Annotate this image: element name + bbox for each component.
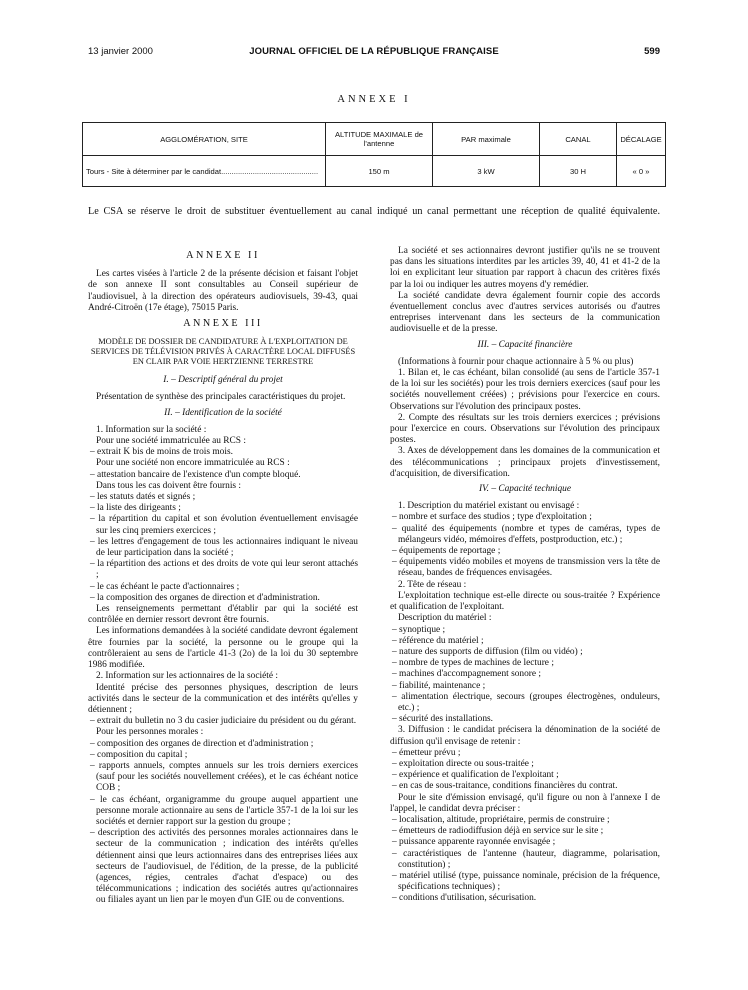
paragraph: Pour une société immatriculée au RCS : — [96, 436, 246, 447]
bullet-item: – rapports annuels, comptes annuels sur les trois derniers exercices (sauf pour les sociétés nouvellement créées), et le cas échéant notice COB ; — [90, 760, 358, 794]
right-column — [390, 246, 660, 905]
bullet-item: – fiabilité, maintenance ; — [392, 680, 486, 691]
bullet-item: – synoptique ; — [392, 624, 446, 635]
paragraph: 3. Axes de développement dans les domaines de la communication et des télécommunications ; principaux projets d'investissement, d'acquisition, de diversification. — [390, 446, 660, 479]
header-date: 13 janvier 2000 — [88, 46, 153, 57]
bullet-item: – équipements de reportage ; — [392, 546, 501, 557]
frequency-table — [82, 122, 666, 187]
paragraph: Les informations demandées à la société candidate devront également être fournies par la société, la personne ou le groupe qui la contrôleraient au sens de l'article 41-3 (2o) de la loi du 30 septembre 1986 modifiée. — [88, 626, 358, 671]
paragraph: 2. Tête de réseau : — [398, 579, 467, 590]
bullet-item: – équipements vidéo mobiles et moyens de transmission vers la tête de réseau, bandes de fréquences envisagées. — [392, 557, 660, 579]
table-cell: 3 kW — [433, 156, 540, 187]
bullet-item: – la liste des dirigeants ; — [90, 503, 181, 514]
paragraph: Pour une société non encore immatriculée au RCS : — [96, 458, 290, 469]
bullet-item: – référence du matériel ; — [392, 635, 484, 646]
bullet-item: – expérience et qualification de l'exploitant ; — [392, 770, 559, 781]
paragraph: 3. Diffusion : le candidat précisera la dénomination de la société de diffusion qu'il envisage de retenir : — [390, 725, 660, 747]
csa-note: Le CSA se réserve le droit de substituer éventuellement au canal indiqué un canal permettant une réception de qualité équivalente. — [88, 206, 660, 217]
bullet-item: – qualité des équipements (nombre et types de caméras, types de mélangeurs vidéo, mémoires d'effets, postproduction, etc.) ; — [392, 523, 660, 545]
bullet-item: – machines d'accompagnement sonore ; — [392, 669, 542, 680]
bullet-item: – les statuts datés et signés ; — [90, 492, 196, 503]
section-heading: I. – Descriptif général du projet — [163, 375, 283, 386]
bullet-item: – sécurité des installations. — [392, 714, 494, 725]
bullet-item: – extrait du bulletin no 3 du casier judiciaire du président ou du gérant. — [90, 716, 357, 727]
bullet-item: – la répartition des actions et des droits de vote qui leur seront attachés ; — [90, 559, 358, 581]
table-row — [83, 156, 666, 187]
bullet-item: – émetteurs de radiodiffusion déjà en service sur le site ; — [392, 826, 604, 837]
header-title: JOURNAL OFFICIEL DE LA RÉPUBLIQUE FRANÇAISE — [249, 46, 499, 57]
table-header: ALTITUDE MAXIMALE de l'antenne — [326, 123, 433, 156]
section-heading: II. – Identification de la société — [164, 407, 282, 418]
bullet-item: – extrait K bis de moins de trois mois. — [90, 447, 233, 458]
annex-caption: MODÈLE DE DOSSIER DE CANDIDATURE À L'EXPLOITATION DE SERVICES DE TÉLÉVISION PRIVÉS À CARACTÈRE LOCAL DIFFUSÉS EN CLAIR PAR VOIE HERTZIENNE TERRESTRE — [90, 337, 356, 367]
bullet-item: – composition des organes de direction et d'administration ; — [90, 738, 314, 749]
bullet-item: – nature des supports de diffusion (film ou vidéo) ; — [392, 646, 583, 657]
table-header: DÉCALAGE — [617, 123, 666, 156]
paragraph: Les cartes visées à l'article 2 de la présente décision et faisant l'objet de son annexe II sont consultables au Conseil supérieur de l'audiovisuel, à la direction des opérateurs audiovisuels, 39-43, quai André-Citroën (17e étage), 75015 Paris. — [88, 269, 358, 313]
bullet-item: – les lettres d'engagement de tous les actionnaires indiquant le niveau de leur participation dans la société ; — [90, 536, 358, 559]
section-heading: III. – Capacité financière — [477, 339, 573, 350]
paragraph: 2. Compte des résultats sur les trois derniers exercices ; prévisions pour l'exercice en cours. Observations sur l'évolution des principaux postes. — [390, 412, 660, 446]
paragraph: 1. Description du matériel existant ou envisagé : — [398, 501, 580, 512]
paragraph: Les renseignements permettant d'établir par qui la société est contrôlée en dernier ressort devront être fournis. — [88, 604, 358, 626]
bullet-item: – exploitation directe ou sous-traitée ; — [392, 758, 534, 769]
table-cell: Tours - Site à déterminer par le candidat.............................................. — [83, 156, 326, 187]
paragraph: Présentation de synthèse des principales caractéristiques du projet. — [96, 392, 346, 403]
page-header — [88, 46, 660, 60]
bullet-item: – la répartition du capital et son évolution éventuellement envisagée sur les cinq premiers exercices ; — [90, 514, 358, 536]
paragraph: Pour les personnes morales : — [96, 727, 204, 738]
section-heading: IV. – Capacité technique — [479, 484, 571, 495]
paragraph: 1. Information sur la société : — [96, 424, 207, 435]
table-cell: « 0 » — [617, 156, 666, 187]
paragraph: 2. Information sur les actionnaires de la société : — [96, 671, 278, 682]
bullet-item: – en cas de sous-traitance, conditions financières du contrat. — [392, 781, 618, 792]
bullet-item: – nombre de types de machines de lecture ; — [392, 658, 554, 669]
paragraph: La société candidate devra également fournir copie des accords éventuellement conclus avec d'autres services autorisés ou d'autres entreprises intervenant dans les secteurs de la communication audiovisuelle et de la presse. — [390, 290, 660, 335]
table-cell: 150 m — [326, 156, 433, 187]
bullet-item: – le cas échéant, organigramme du groupe auquel appartient une personne morale actionnaire au sens de l'article 357-1 de la loi sur les sociétés et dernier rapport sur la gestion du groupe ; — [90, 794, 358, 827]
table-header: CANAL — [540, 123, 617, 156]
paragraph: Pour le site d'émission envisagé, qu'il figure ou non à l'annexe I de l'appel, le candidat devra préciser : — [390, 792, 660, 814]
bullet-item: – conditions d'utilisation, sécurisation. — [392, 893, 537, 904]
table-cell: 30 H — [540, 156, 617, 187]
bullet-item: – composition du capital ; — [90, 749, 188, 760]
bullet-item: – description des activités des personnes morales actionnaires dans le secteur de la communication ; indication des intérêts qu'elles détiennent ainsi que leurs actionnaires dans des entreprises liées aux secteurs de l'audiovisuel, de l'édition, de la presse, de la publicité (agences, régies, centrales d'achat d'espace) ou des télécommunications ; indication des sociétés autres qu'actionnaires ou filiales ayant un lien par le moyen d'un GIE ou de conventions. — [90, 828, 358, 906]
bullet-item: – caractéristiques de l'antenne (hauteur, diagramme, polarisation, constitution) ; — [392, 848, 660, 870]
annex-heading: ANNEXE II — [186, 250, 260, 261]
bullet-item: – matériel utilisé (type, puissance nominale, précision de la fréquence, spécifications techniques) ; — [392, 870, 660, 893]
table-header-row — [83, 123, 666, 156]
bullet-item: – nombre et surface des studios ; type d'exploitation ; — [392, 512, 592, 523]
paragraph: Identité précise des personnes physiques, description de leurs activités dans le secteur de la communication et des intérêts qu'elles y détiennent ; — [88, 682, 358, 715]
paragraph: L'exploitation technique est-elle directe ou sous-traitée ? Expérience et qualification de l'exploitant. — [390, 590, 660, 613]
bullet-item: – le cas échéant le pacte d'actionnaires ; — [90, 581, 240, 592]
annex-heading: ANNEXE III — [183, 318, 263, 330]
bullet-item: – puissance apparente rayonnée envisagée ; — [392, 837, 556, 848]
bullet-item: – émetteur prévu ; — [392, 747, 461, 758]
bullet-item: – alimentation électrique, secours (groupes électrogènes, onduleurs, etc.) ; — [392, 691, 660, 713]
paragraph: Description du matériel : — [398, 613, 492, 624]
annexe-1-title: ANNEXE I — [337, 94, 411, 105]
table-header: PAR maximale — [433, 123, 540, 156]
bullet-item: – attestation bancaire de l'existence d'un compte bloqué. — [90, 469, 301, 480]
paragraph: Dans tous les cas doivent être fournis : — [96, 480, 242, 491]
table-header: AGGLOMÉRATION, SITE — [83, 123, 326, 156]
bullet-item: – la composition des organes de direction et d'administration. — [90, 592, 320, 603]
page-number: 599 — [644, 46, 660, 57]
paragraph: La société et ses actionnaires devront justifier qu'ils ne se trouvent pas dans les situations interdites par les articles 39, 40, 41 et 41-2 de la loi en explicitant leur situation par rapport à chacun des critères fixés par la loi ou indiquer les autres moyens d'y remédier. — [390, 246, 660, 290]
paragraph: 1. Bilan et, le cas échéant, bilan consolidé (au sens de l'article 357-1 de la loi sur les sociétés) pour les trois derniers exercices (sauf pour les sociétés nouvellement créées) ; prévisions pour l'exercice en cours. Observations sur l'évolution des principaux postes. — [390, 368, 660, 412]
bullet-item: – localisation, altitude, propriétaire, permis de construire ; — [392, 814, 610, 825]
paragraph: (Informations à fournir pour chaque actionnaire à 5 % ou plus) — [398, 356, 634, 367]
left-column — [88, 246, 358, 907]
